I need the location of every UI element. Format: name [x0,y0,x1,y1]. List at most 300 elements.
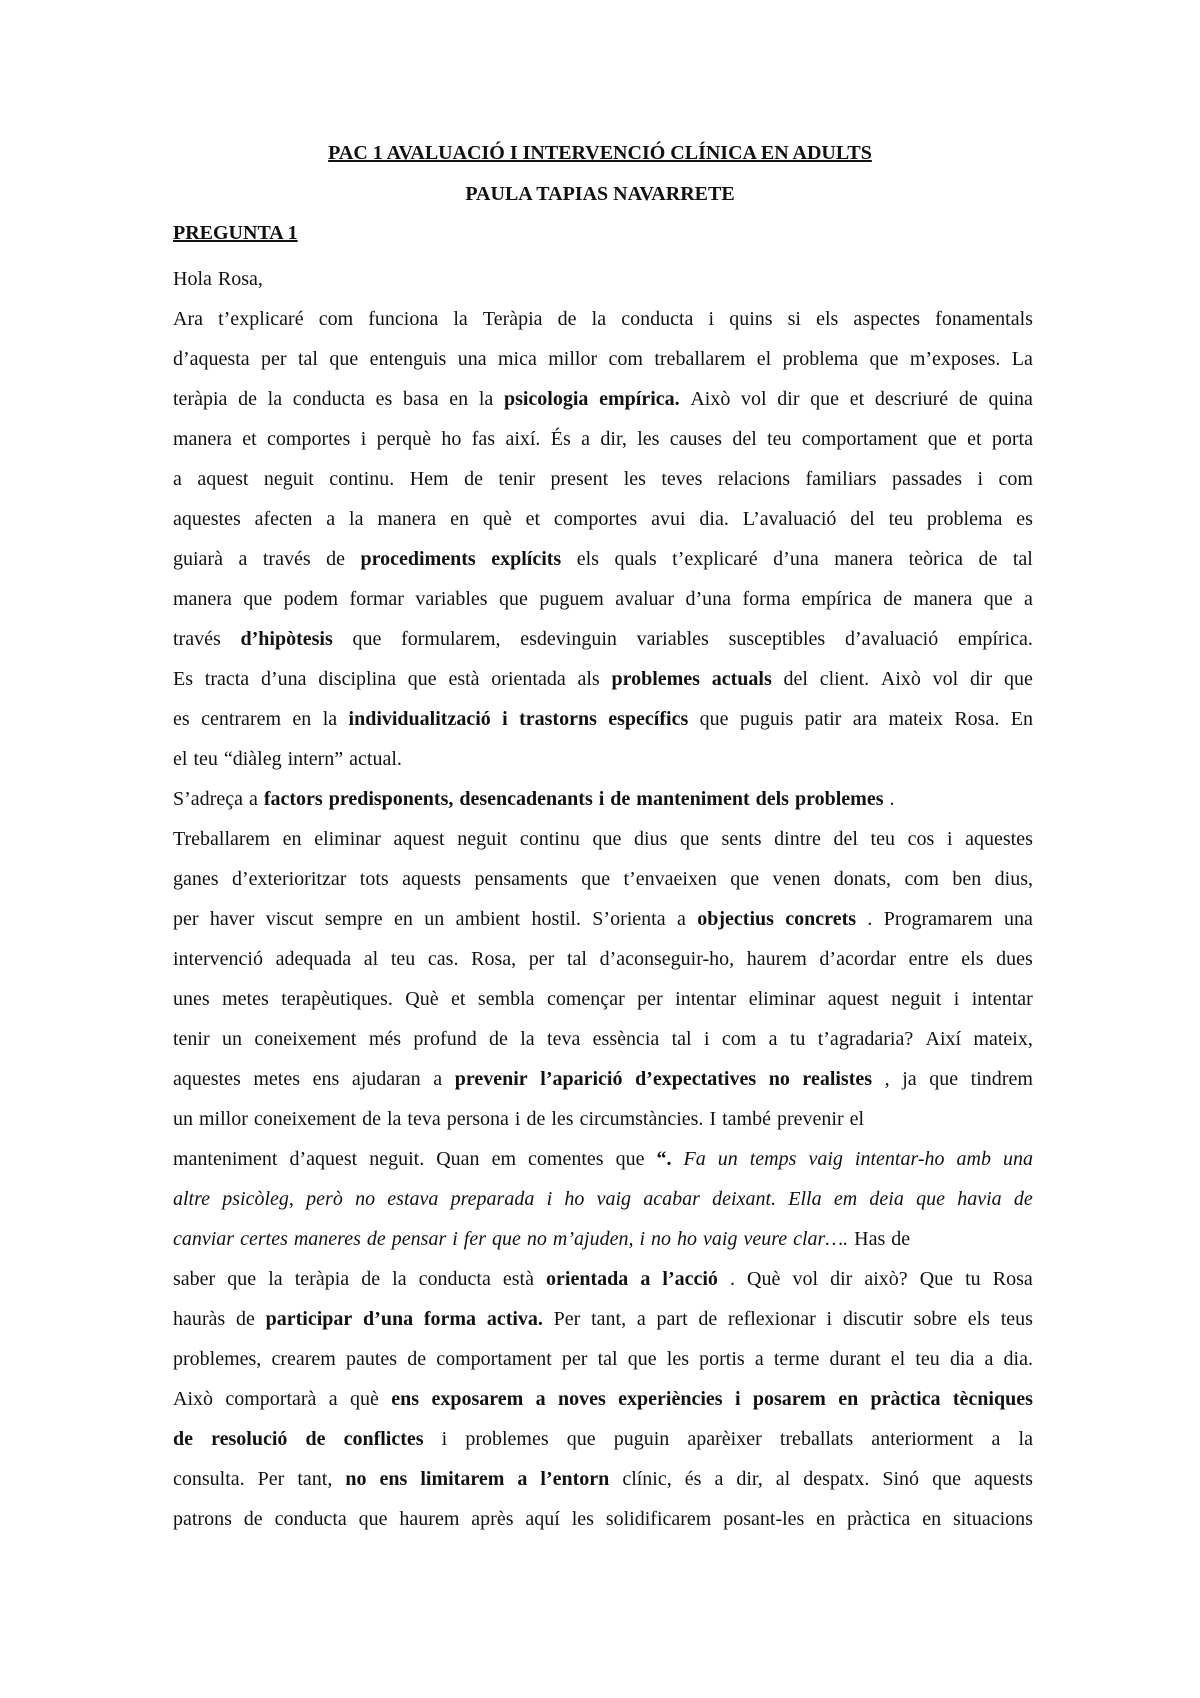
body-text: variables [636,628,709,650]
body-text: vol [741,388,767,410]
body-text: de [891,1228,911,1250]
body-text: a [238,548,248,570]
body-text: Això [880,668,921,690]
body-text: en [394,908,413,930]
body-text: les [571,1508,594,1530]
body-text: comportes [553,508,638,530]
body-text: tal [671,1028,692,1050]
bold-text: a [535,1388,546,1410]
body-text: essència [592,1028,660,1050]
body-text: Per [257,1468,285,1490]
italic-quote-text: altre [173,1188,211,1210]
body-text: de [235,1308,255,1330]
body-text: a [991,1428,1001,1450]
body-text: per [561,1348,588,1370]
body-text: esdevinguin [520,628,617,650]
body-text: posant-les [723,1508,805,1530]
italic-quote-text: certes [240,1228,288,1250]
text-line [173,1059,1033,1099]
body-text: dues [996,948,1033,970]
body-text: És [550,428,571,450]
body-text: els [967,1308,990,1330]
italic-quote-text: preparada [450,1188,535,1210]
body-text: porta [991,428,1033,450]
body-text: això? [864,1268,908,1290]
body-text: entre [908,948,949,970]
body-text: conducta [418,1268,491,1290]
bold-text: manteniment [636,788,750,810]
body-text: el [756,348,772,370]
body-text: a [326,508,336,530]
body-text: vol [932,668,959,690]
body-text: de [958,388,978,410]
body-text: de [361,1268,381,1290]
italic-quote-text: i [546,1188,553,1210]
bold-text: l’entorn [540,1468,610,1490]
body-text: teu [767,428,792,450]
body-text: ara [852,708,878,730]
body-text: problema [782,348,859,370]
text-line [173,859,1033,899]
body-text: present [550,468,609,490]
body-text: susceptibles [728,628,826,650]
body-text: clínic, [622,1468,672,1490]
text-line [173,419,1033,459]
body-text: situacions [952,1508,1033,1530]
body-text: el [849,1108,865,1130]
body-text: relacions [717,468,791,490]
body-text: un [424,908,445,930]
bold-text: problemes [794,788,884,810]
body-text: a [754,1348,764,1370]
body-text: es [1016,508,1033,530]
body-text: Teràpia [482,308,543,330]
body-text: avaluar [615,588,675,610]
body-text: neguit [891,988,942,1010]
body-text: afecten [254,508,313,530]
body-text: quina [988,388,1033,410]
body-text: dia. [1003,1348,1033,1370]
body-text: coneixement [254,1028,357,1050]
body-text: que [699,708,729,730]
body-text: de [243,1508,263,1530]
text-line [173,539,1033,579]
body-text: et [242,428,257,450]
italic-quote-text: Ella [788,1188,822,1210]
body-text: començar [547,988,625,1010]
body-text: patrons [173,1508,232,1530]
body-text: adequada [275,948,352,970]
body-text: neguit [263,468,314,490]
italic-quote-text: deia [869,1188,904,1210]
italic-quote-text: canviar [173,1228,235,1250]
bold-text: “. [656,1148,672,1170]
body-text: mica [497,348,537,370]
text-line [173,459,1033,499]
body-text: haver [209,908,255,930]
body-text: tal [1012,548,1033,570]
bold-text: empírica. [599,388,680,410]
body-text: està [502,1268,534,1290]
body-text: teu [193,748,218,770]
body-text: la [322,708,338,730]
body-text: mateix, [973,1028,1033,1050]
body-text: continu. [329,468,395,490]
body-text: dir, [600,428,627,450]
body-text: circumstàncies. [579,1108,704,1130]
body-text: terapèutiques. [281,988,393,1010]
body-text: teva [547,1028,581,1050]
body-text: t’explicaré [672,548,758,570]
body-text: Per [553,1308,581,1330]
body-text: aparèixer [687,1428,762,1450]
bold-text: activa. [486,1308,543,1330]
body-text: tindrem [970,1068,1033,1090]
bold-text: predisponents, [328,788,454,810]
bold-text: trastorns [519,708,597,730]
body-text: neguit. [369,1148,425,1170]
body-text: a [433,1068,443,1090]
body-text: que [498,588,528,610]
body-text: de [698,1308,718,1330]
italic-quote-text: vaig [808,1148,843,1170]
body-text: formar [349,588,404,610]
body-text: metes [253,1068,300,1090]
body-text: dius, [994,868,1033,890]
text-line [173,619,1033,659]
text-line [173,1379,1033,1419]
body-text: de [362,1108,381,1130]
bold-text: i [502,708,508,730]
text-line [173,819,1033,859]
bold-text: orientada [546,1268,629,1290]
bold-text: a [640,1268,651,1290]
body-text: de [326,548,346,570]
italic-quote-text: vaig [703,1228,738,1250]
body-text: aquest [827,988,879,1010]
body-text: sobre [913,1308,957,1330]
body-text: S’orienta [592,908,666,930]
text-line [173,1259,1033,1299]
body-text: tracta [204,668,250,690]
body-text: dir [830,1268,853,1290]
body-text: tots [359,868,389,890]
body-text: que [810,388,840,410]
body-text: que [615,1148,645,1170]
body-text: que [927,428,957,450]
body-text: teràpia [294,1268,350,1290]
italic-quote-text: em [833,1188,858,1210]
body-text: discutir [842,1308,903,1330]
body-text: comportament [436,1348,552,1370]
body-text: aquí [525,1508,560,1530]
body-text: aquests [402,868,462,890]
body-text: la [453,308,468,330]
italic-quote-text: no [355,1188,376,1210]
body-text: al [775,1468,791,1490]
body-text: conducta [621,308,694,330]
body-text: ganes [173,868,219,890]
body-text: podem [283,588,339,610]
body-text: familiars [805,468,877,490]
body-text: teràpia [173,388,228,410]
body-text: que [243,588,273,610]
body-text: client. [819,668,870,690]
body-text: teves [661,468,703,490]
body-text: centrarem [201,708,282,730]
body-text: venen [772,868,821,890]
bold-text: prevenir [454,1068,528,1090]
body-text: tal [597,1348,618,1370]
body-text: manera [173,428,232,450]
body-text: tant, [297,1468,333,1490]
body-text: actual. [349,748,402,770]
bold-text: de [305,1428,326,1450]
body-text: que [929,1068,959,1090]
bold-text: ens [379,1468,408,1490]
italic-quote-text: veure [743,1228,788,1250]
body-text: dia [949,1348,975,1370]
body-text: teu [915,1348,940,1370]
body-text: del [833,828,858,850]
bold-text: de [173,1428,193,1450]
bold-text: actuals [711,668,772,690]
body-text: comportament [801,428,918,450]
bold-text: conflictes [343,1428,424,1450]
body-text: i [826,1308,833,1330]
body-text: els [576,548,599,570]
body-text: dintre [774,828,821,850]
body-text: manera [377,508,437,530]
body-text: Quan [436,1148,480,1170]
bold-text: i [734,1388,741,1410]
body-text: per [261,348,287,370]
body-text: de [489,1028,508,1050]
body-text: tal [566,948,587,970]
body-text: hostil. [531,908,581,930]
body-text: intervenció [173,948,263,970]
body-text: de [464,468,483,490]
body-text: als [577,668,600,690]
body-text: solidificarem [605,1508,712,1530]
body-text: avui [651,508,686,530]
body-text: crearem [271,1348,336,1370]
author-name: PAULA TAPIAS NAVARRETE [465,183,735,205]
body-text: al [363,948,379,970]
body-text: per [173,908,199,930]
body-text: pràctica [847,1508,911,1530]
body-text: descriuré [874,388,949,410]
body-text: que [1003,668,1033,690]
body-text: de [883,588,902,610]
italic-quote-text: no [526,1228,547,1250]
text-line [173,1459,1033,1499]
body-text: Això [690,388,731,410]
italic-quote-text: fer [463,1228,487,1250]
body-text: les [637,428,660,450]
body-text: teu [390,948,416,970]
italic-quote-text: psicòleg, [222,1188,294,1210]
body-text: comentes [528,1148,604,1170]
body-text: si [787,308,801,330]
text-line [173,659,1033,699]
body-text: empírica. [957,628,1033,650]
body-text: neguit [457,828,508,850]
body-text: causes [669,428,722,450]
bold-text: no [345,1468,367,1490]
text-line [173,1499,1033,1539]
body-text: Hola [173,268,212,290]
italic-quote-text: no [651,1228,672,1250]
bold-text: objectius [697,908,774,930]
italic-quote-text: que [492,1228,521,1250]
body-text: vol [792,1268,818,1290]
body-text: i [441,1428,448,1450]
body-text: après [471,1508,514,1530]
italic-quote-text: Fa [683,1148,706,1170]
body-text: et [849,388,865,410]
text-line [173,1419,1033,1459]
body-text: persona [446,1108,509,1130]
body-text: treballats [779,1428,854,1450]
bold-text: forma [423,1308,477,1330]
body-text: Es [173,668,193,690]
body-text: a [173,468,182,490]
italic-quote-text: una [1002,1148,1033,1170]
body-text: portis [699,1348,745,1370]
body-text: través [173,628,221,650]
body-text: que [566,1428,596,1450]
bold-text: noves [558,1388,606,1410]
body-text: L’avaluació [742,508,837,530]
body-text: de [526,1108,546,1130]
bold-text: individualització [348,708,491,730]
body-text: d’exterioritzar [231,868,347,890]
body-text: saber [173,1268,216,1290]
body-text: aquests [973,1468,1033,1490]
bold-text: a [517,1468,528,1490]
body-text: com [318,308,354,330]
body-text: el [173,748,188,770]
body-text: millor [199,1108,248,1130]
body-text: la [349,508,364,530]
body-text: Sinó [882,1468,920,1490]
body-text: a [581,428,591,450]
body-text: aquestes [965,828,1033,850]
body-text: fonamentals [935,308,1033,330]
italic-quote-text: clar…. [793,1228,849,1250]
body-text: com [721,1028,757,1050]
body-text: entenguis [369,348,447,370]
body-text: de [407,1348,427,1370]
body-text: sembla [477,988,535,1010]
body-text: una [1004,908,1033,930]
body-text: d’aquesta [173,348,250,370]
body-text: puguem [539,588,604,610]
bold-text: problemes [611,668,700,690]
body-text: tenir [498,468,536,490]
body-text: com [904,868,939,890]
body-text: manera [834,548,894,570]
body-text: aquest [197,468,249,490]
body-text: per [528,948,555,970]
body-text: la [386,1108,402,1130]
body-text: patir [804,708,842,730]
body-text: . [729,1268,735,1290]
body-text: a [1024,588,1033,610]
bold-text: factors [263,788,323,810]
bold-text: desencadenants [459,788,593,810]
body-text: està [448,668,480,690]
italic-quote-text: ho [564,1188,585,1210]
body-text: unes [173,988,210,1010]
body-text: en [292,708,312,730]
body-text: teva [407,1108,441,1130]
body-text: per [637,988,663,1010]
italic-quote-text: pensar [391,1228,447,1250]
body-text: què [350,1388,379,1410]
body-text: a [328,1388,338,1410]
bold-text: tècniques [952,1388,1033,1410]
bold-text: resolució [211,1428,288,1450]
body-text: Rosa, [217,268,263,290]
body-text: ajudaran [351,1068,421,1090]
body-text: cos [907,828,935,850]
bold-text: psicologia [503,388,589,410]
italic-quote-text: m’ajuden, [552,1228,634,1250]
body-text: et [967,428,982,450]
body-text: la [267,388,283,410]
body-text: coneixement [253,1108,357,1130]
bold-text: i [598,788,605,810]
body-text: tenir [173,1028,210,1050]
body-text: en [450,508,469,530]
body-text: es [375,388,393,410]
body-text: m’exposes. [909,348,1001,370]
body-text: variables [415,588,488,610]
body-text: et [525,508,541,530]
body-text: que [869,348,899,370]
body-text: forma [742,588,791,610]
body-text: les [666,1348,689,1370]
body-text: donats, [833,868,892,890]
text-line [173,1219,1033,1259]
body-text: una [457,348,487,370]
body-text: quals [614,548,657,570]
body-text: haurem [399,1508,460,1530]
bold-text: experiències [618,1388,723,1410]
body-text: sents [721,828,762,850]
body-text: que [932,1468,961,1490]
body-text: part [656,1308,688,1330]
body-text: mateix [888,708,943,730]
body-text: Així [925,1028,962,1050]
body-text: basa [403,388,439,410]
body-text: que [227,1268,257,1290]
text-line [173,1099,1033,1139]
body-text: t’explicaré [218,308,304,330]
text-line [173,1339,1033,1379]
body-text: la [591,308,607,330]
body-text: del [783,668,808,690]
bold-text: específics [608,708,689,730]
body-text: comportes [267,428,351,450]
body-text: prevenir [776,1108,844,1130]
italic-quote-text: amb [956,1148,991,1170]
body-text: en [816,1508,836,1530]
text-line [173,1299,1033,1339]
bold-text: procediments [360,548,476,570]
